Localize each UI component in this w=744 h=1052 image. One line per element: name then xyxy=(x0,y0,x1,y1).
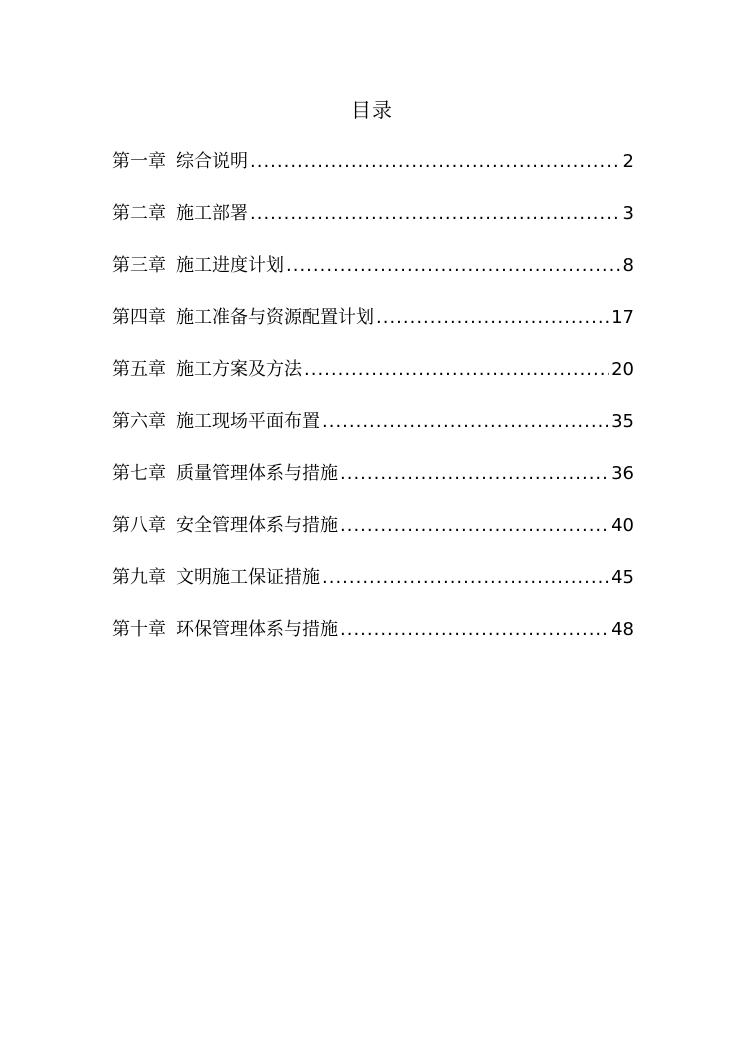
toc-chapter-number: 第三章 xyxy=(112,255,166,276)
toc-dot-leader xyxy=(376,304,609,332)
toc-entry[interactable] xyxy=(112,408,634,460)
toc-chapter-number: 第二章 xyxy=(112,203,166,224)
toc-page-number: 45 xyxy=(611,567,634,588)
toc-dot-leader xyxy=(322,408,609,436)
toc-page-number: 8 xyxy=(622,255,634,276)
toc-chapter-title: 施工进度计划 xyxy=(176,255,284,276)
toc-page-number: 35 xyxy=(611,411,634,432)
toc-entry[interactable] xyxy=(112,304,634,356)
toc-chapter-title: 综合说明 xyxy=(176,151,248,172)
toc-page-number: 3 xyxy=(622,203,634,224)
toc-chapter-number: 第八章 xyxy=(112,515,166,536)
toc-chapter-number: 第七章 xyxy=(112,463,166,484)
toc-dot-leader xyxy=(322,564,609,592)
toc-chapter-title: 安全管理体系与措施 xyxy=(176,515,338,536)
table-of-contents xyxy=(112,148,634,668)
toc-dot-leader xyxy=(304,356,609,384)
toc-dot-leader xyxy=(340,616,609,644)
toc-entry[interactable] xyxy=(112,148,634,200)
toc-dot-leader xyxy=(340,460,609,488)
toc-entry[interactable] xyxy=(112,512,634,564)
toc-chapter-title: 施工方案及方法 xyxy=(176,359,302,380)
toc-page-number: 36 xyxy=(611,463,634,484)
toc-title: 目录 xyxy=(351,98,393,122)
toc-entry[interactable] xyxy=(112,616,634,668)
toc-entry[interactable] xyxy=(112,356,634,408)
toc-page-number: 40 xyxy=(611,515,634,536)
toc-chapter-title: 文明施工保证措施 xyxy=(176,567,320,588)
toc-entry[interactable] xyxy=(112,460,634,512)
toc-chapter-title: 质量管理体系与措施 xyxy=(176,463,338,484)
toc-chapter-number: 第四章 xyxy=(112,307,166,328)
toc-page-number: 2 xyxy=(622,151,634,172)
toc-chapter-title: 环保管理体系与措施 xyxy=(176,619,338,640)
toc-dot-leader xyxy=(250,200,621,228)
toc-chapter-title: 施工部署 xyxy=(176,203,248,224)
toc-chapter-title: 施工准备与资源配置计划 xyxy=(176,307,374,328)
toc-dot-leader xyxy=(250,148,621,176)
toc-chapter-number: 第九章 xyxy=(112,567,166,588)
toc-entry[interactable] xyxy=(112,252,634,304)
toc-page-number: 20 xyxy=(611,359,634,380)
toc-dot-leader xyxy=(286,252,621,280)
toc-chapter-number: 第十章 xyxy=(112,619,166,640)
toc-chapter-number: 第五章 xyxy=(112,359,166,380)
toc-chapter-number: 第一章 xyxy=(112,151,166,172)
toc-entry[interactable] xyxy=(112,200,634,252)
toc-chapter-number: 第六章 xyxy=(112,411,166,432)
toc-page-number: 17 xyxy=(611,307,634,328)
toc-entry[interactable] xyxy=(112,564,634,616)
toc-chapter-title: 施工现场平面布置 xyxy=(176,411,320,432)
toc-dot-leader xyxy=(340,512,609,540)
toc-page-number: 48 xyxy=(611,619,634,640)
